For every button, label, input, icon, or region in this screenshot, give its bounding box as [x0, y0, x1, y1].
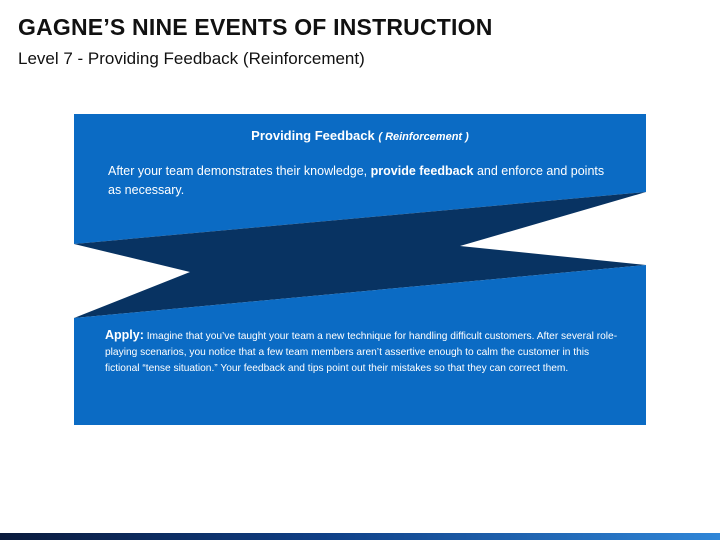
- panel-heading-main: Providing Feedback: [251, 128, 375, 143]
- feedback-text-pre: After your team demonstrates their knowledge,: [108, 164, 371, 178]
- apply-example: [105, 327, 625, 377]
- feedback-description: [108, 162, 608, 200]
- apply-text: Imagine that you’ve taught your team a new technique for handling difficult customers. After several role-playing scenarios, you notice that a few team members aren’t assertive enough to calm the customer in this fictional “tense situation.” Your feedback and tips point out their mistakes so that they can correct them.: [105, 331, 618, 374]
- feedback-text-bold: provide feedback: [370, 164, 474, 178]
- apply-label: Apply:: [105, 328, 144, 342]
- slide-title: GAGNE’S NINE EVENTS OF INSTRUCTION: [18, 14, 493, 40]
- footer-gradient-bar: [0, 533, 720, 540]
- feedback-text-post: and enforce and points as necessary.: [108, 164, 605, 197]
- panel-heading-paren: ( Reinforcement ): [378, 131, 469, 143]
- slide-subtitle: Level 7 - Providing Feedback (Reinforcement): [18, 49, 365, 68]
- panel-heading: [74, 128, 646, 143]
